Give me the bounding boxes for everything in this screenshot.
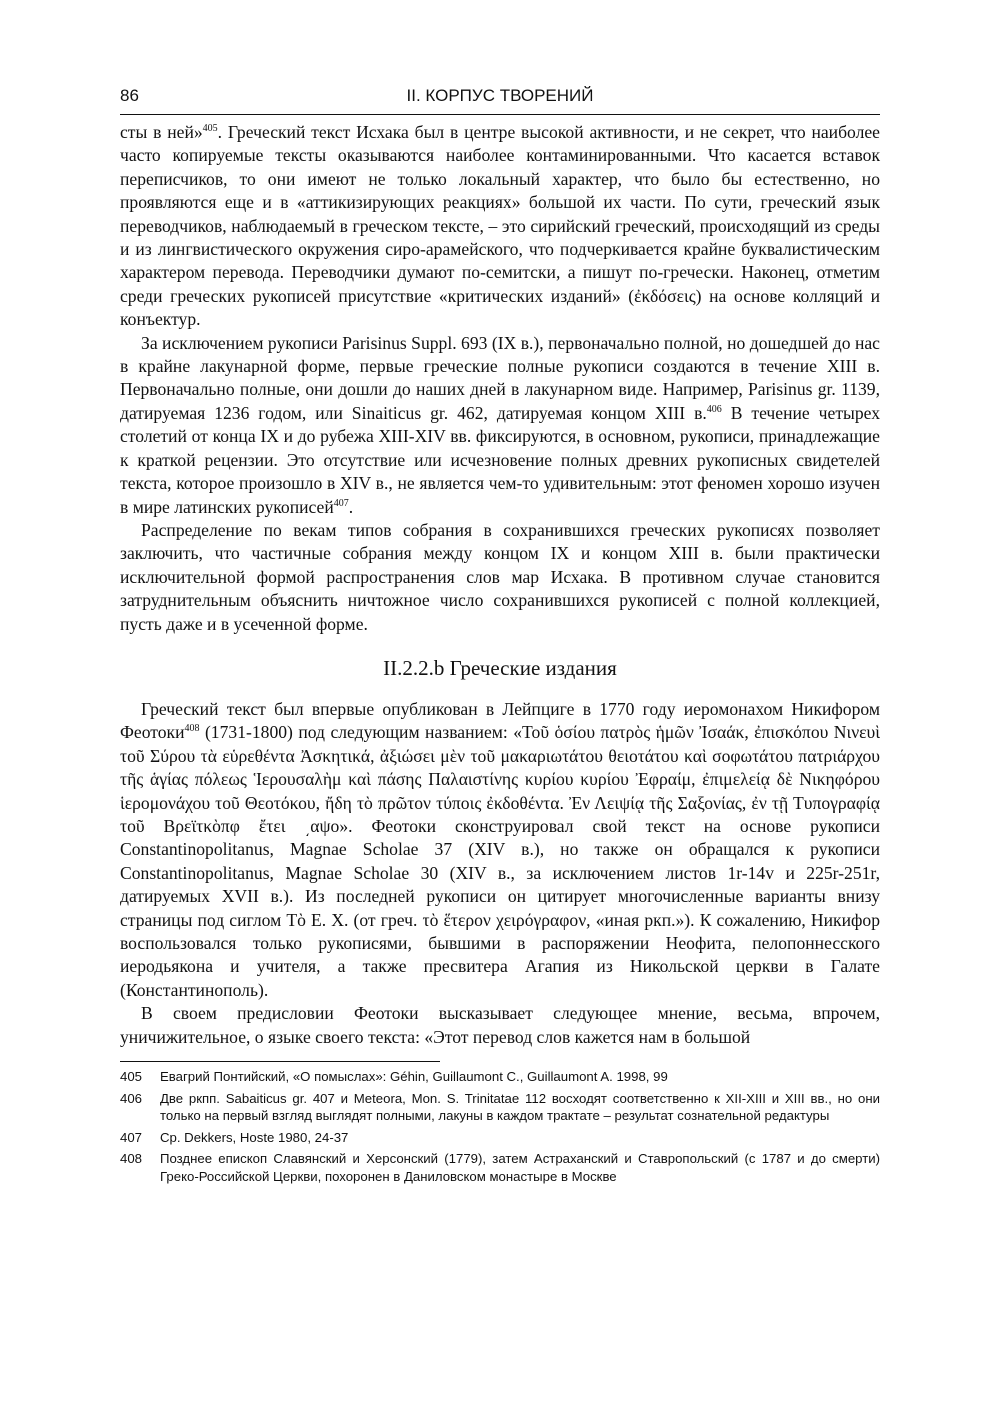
footnote-407 xyxy=(120,1129,880,1147)
page-number: 86 xyxy=(120,86,139,105)
footnote-number: 406 xyxy=(120,1090,143,1106)
footnote-ref-406[interactable]: 406 xyxy=(706,404,722,416)
paragraph-text: В своем предисловии Феотоки высказывает следующее мнение, весьма, впрочем, уничижительное, о языке своего текста: «Этот перевод слов кажется нам в большой xyxy=(120,1003,880,1047)
footnotes xyxy=(120,1068,880,1186)
paragraph-text: Греческий текст был впервые опубликован в Лейпциге в 1770 году иеромонахом Никифором Феотоки xyxy=(120,698,880,743)
footnote-number: 407 xyxy=(120,1129,143,1145)
paragraph-3 xyxy=(120,519,880,636)
footnote-number: 408 xyxy=(120,1151,143,1167)
main-text xyxy=(120,121,880,1049)
footnote-text: Евагрий Понтийский, «О помыслах»: Géhin, Guillaumont C., Guillaumont A. 1998, 99 xyxy=(160,1069,668,1085)
footnote-text: Позднее епископ Славянский и Херсонский (1779), затем Астраханский и Ставропольский (с 1787 и до смерти) Греко-Российской Церкви, похоронен в Даниловском монастыре в Москве xyxy=(160,1151,880,1184)
footnote-408 xyxy=(120,1150,880,1185)
paragraph-2 xyxy=(120,332,880,519)
section-heading: II.2.2.b Греческие издания xyxy=(383,655,617,680)
paragraph-text: (1731-1800) под следующим названием: «Τοῦ ὁσίου πατρὸς ἡμῶν Ἰσαάκ, ἐπισκόπου Νινευὶ τοῦ Σύρου τὰ εὑρεθέντα Ἀσκητικά, ἀξιώσει μὲν τοῦ μακαριωτάτου θειοτάτου καὶ σοφωτάτου πατριάρχου τῆς ἁγίας πόλεως Ἱερουσαλὴμ καὶ πάσης Παλαιστίνης κυρίου κυρίου Ἐφραίμ, ἐπιμελείᾳ δὲ Νικηφόρου ἱερομονάχου τοῦ Θεοτόκου, ἤδη τὸ πρῶτον τύποις ἐκδοθέντα. Ἐν Λειψίᾳ τῆς Σαξονίας, ἐν τῇ Τυπογραφίᾳ τοῦ Βρεϊτκὸπφ ἔτει ͵αψο». Феотоки сконструировал свой текст на основе рукописи Constantinopolitanus, Magnae Scholae 37 (XIV в.), но также он обращался к рукописи Constantinopolitanus, Magnae Scholae 30 (XIV в., за исключением листов 1r-14v и 225r-251r, датируемых XVII в.). Из последней рукописи он цитирует многочисленные варианты внизу страницы под сиглом Τὸ Ε. Χ. (от греч. τὸ ἕτερον χειρόγραφον, «иная ркп.»). К сожалению, Никифор воспользовался только рукописями, бывшими в распоряжении Неофита, пелопоннесского иеродьякона и учителя, а также пресвитера Агапия из Никольской церкви в Галате (Константинополь). xyxy=(120,722,880,1000)
footnote-ref-407[interactable]: 407 xyxy=(333,497,349,509)
paragraph-5 xyxy=(120,1002,880,1049)
paragraph-text: . xyxy=(348,496,354,517)
paragraph-text: За исключением рукописи Parisinus Suppl. 693 (IX в.), первоначально полной, но дошедшей до нас в крайне лакунарной форме, первые греческие полные рукописи создаются в течение XIII в. Первоначально полные, они дошли до наших дней в лакунарном виде. Например, Parisinus gr. 1139, датируемая 1236 годом, или Sinaiticus gr. 462, датируемая концом XIII в. xyxy=(120,332,880,423)
footnote-text: Ср. Dekkers, Hoste 1980, 24-37 xyxy=(160,1129,349,1145)
paragraph-text: сты в ней» xyxy=(120,122,203,142)
footnote-divider xyxy=(120,1061,440,1062)
footnote-406 xyxy=(120,1090,880,1125)
footnote-text: Две ркпп. Sabaiticus gr. 407 и Meteora, Mon. S. Trinitatae 112 восходят соответственно к XII-XIII и XIII вв., но они только на первый взгляд выглядят полными, лакуны в каждом трактате – результат сознательной редактуры xyxy=(160,1090,880,1124)
paragraph-text: . Греческий текст Исхака был в центре высокой активности, и не секрет, что наиболее часто копируемые тексты оказываются наиболее контаминированными. Что касается вставок переписчиков, то они имеют не только локальный характер, что было бы естественно, но проявляются еще и в «аттикизирующих реакциях» большой их части. По сути, греческий язык переводчиков, наблюдаемый в греческом тексте, – это сирийский греческий, происходящий из среды и из лингвистического окружения сиро-арамейского, что подчеркивается крайне буквалистическим характером перевода. Переводчики думают по-семитски, а пишут по-гречески. Наконец, отметим среди греческих рукописей присутствие «критических изданий» (ἐκδόσεις) на основе колляций и конъектур. xyxy=(120,122,880,330)
footnote-ref-405[interactable]: 405 xyxy=(202,123,218,135)
footnote-ref-408[interactable]: 408 xyxy=(184,723,200,735)
footnote-405 xyxy=(120,1068,880,1086)
paragraph-text: В течение четырех столетий от конца IX и до рубежа XIII-XIV вв. фиксируются, в основном, рукописи, принадлежащие к краткой рецензии. Это отсутствие или исчезновение полных древних рукописных свидетелей текста, которое произошло в XIV в., не является чем-то удивительным: этот феномен хорошо изучен в мире латинских рукописей xyxy=(120,402,881,517)
paragraph-1 xyxy=(120,121,880,332)
paragraph-text: Распределение по векам типов собрания в сохранившихся греческих рукописях позволяет заключить, что частичные собрания между концом IX и концом XIII в. были практически исключительной формой распространения слов мар Исхака. В противном случае становится затруднительным объяснить ничтожное число сохранившихся рукописей с полной коллекцией, пусть даже и в усеченной форме. xyxy=(120,519,880,634)
footnote-number: 405 xyxy=(120,1069,143,1085)
running-head xyxy=(120,80,880,115)
running-title: II. КОРПУС ТВОРЕНИЙ xyxy=(406,86,594,105)
book-page xyxy=(120,80,880,1190)
paragraph-4 xyxy=(120,698,880,1002)
